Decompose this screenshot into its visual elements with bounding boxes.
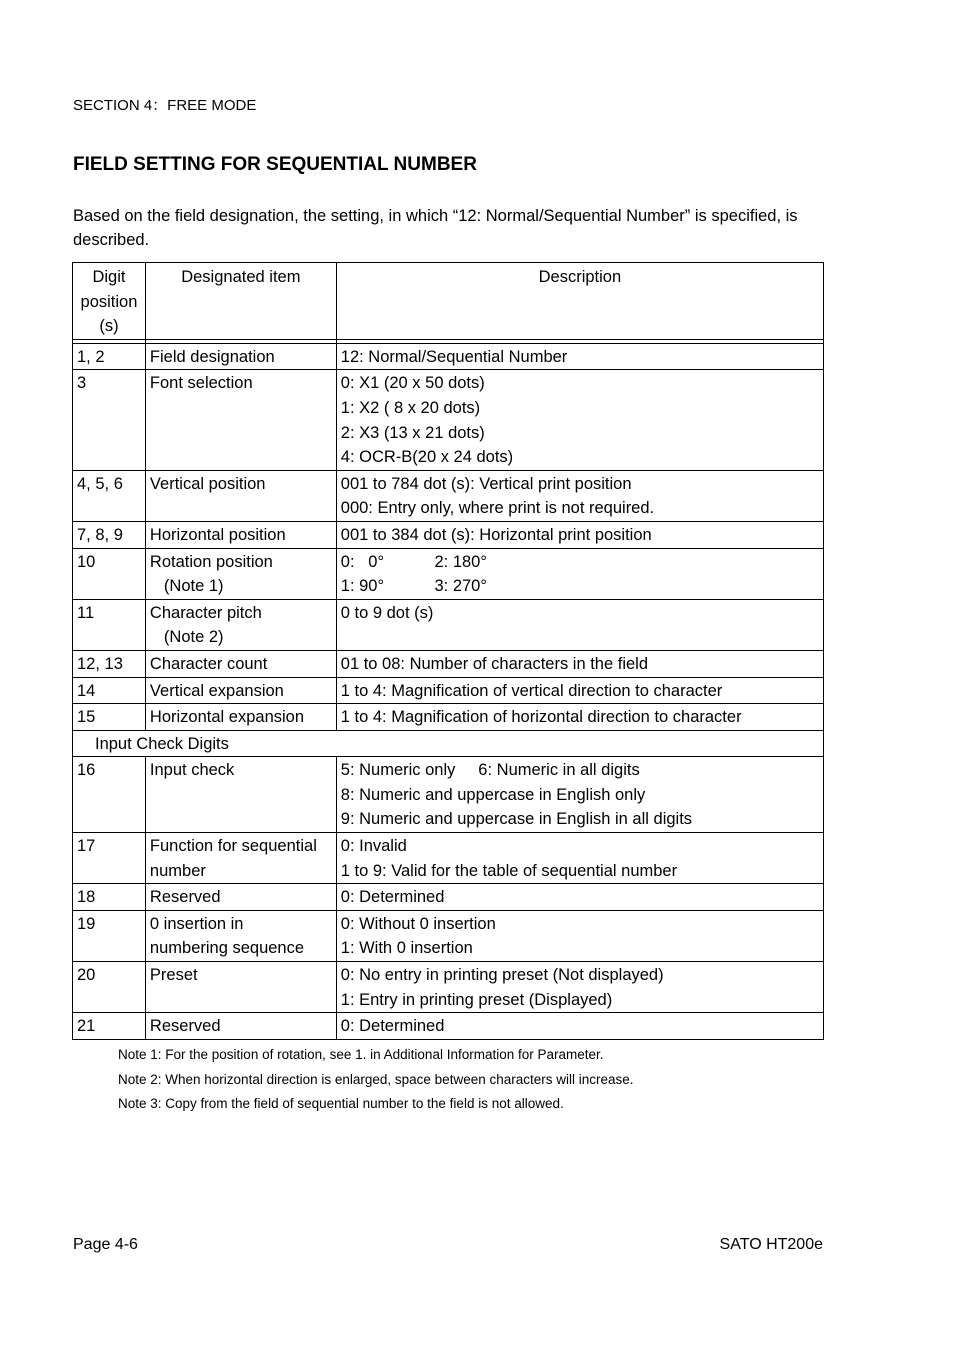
table-row	[73, 599, 824, 650]
header-digit-position	[73, 263, 146, 340]
description-cell	[336, 521, 823, 548]
designated-item-cell	[145, 677, 336, 704]
item-text: (Note 2)	[163, 628, 224, 647]
designated-item-cell	[145, 962, 336, 1013]
item-text: numbering sequence	[149, 939, 305, 958]
description-cell	[336, 370, 823, 470]
description-text: 0: Determined	[340, 888, 445, 907]
digit-position-cell: 15	[73, 704, 146, 731]
digit-position-cell: 20	[73, 962, 146, 1013]
description-text: 0: Determined	[340, 1017, 445, 1036]
designated-item-cell	[145, 343, 336, 370]
description-text: 1: Entry in printing preset (Displayed)	[340, 990, 613, 1009]
header-designated-item: Designated item	[145, 263, 336, 340]
digit-position-cell: 12, 13	[73, 650, 146, 677]
description-cell	[336, 470, 823, 521]
digit-position-cell: 19	[73, 910, 146, 961]
description-cell	[336, 548, 823, 599]
item-text: Reserved	[149, 1017, 221, 1036]
item-text: Font selection	[149, 374, 253, 393]
description-text: 1: With 0 insertion	[340, 939, 473, 958]
item-text: (Note 1)	[163, 577, 224, 596]
description-text: 001 to 384 dot (s): Horizontal print position	[340, 525, 652, 544]
description-cell	[336, 650, 823, 677]
table-row	[73, 521, 824, 548]
note-line: Note 1: For the position of rotation, see 1. in Additional Information for Parameter.	[118, 1047, 604, 1062]
header-description: Description	[336, 263, 823, 340]
designated-item-cell	[145, 521, 336, 548]
item-text: Character pitch	[149, 603, 262, 622]
table-row	[73, 884, 824, 911]
description-text: 1: 90° 3: 270°	[340, 577, 487, 596]
description-text: 1: X2 ( 8 x 20 dots)	[340, 398, 481, 417]
field-setting-table	[72, 262, 824, 1040]
designated-item-cell	[145, 599, 336, 650]
description-text: 2: X3 (13 x 21 dots)	[340, 423, 485, 442]
note-line: Note 2: When horizontal direction is enlarged, space between characters will increase.	[118, 1071, 634, 1087]
description-cell	[336, 884, 823, 911]
table-row	[73, 704, 824, 731]
description-cell	[336, 677, 823, 704]
description-text: 01 to 08: Number of characters in the field	[340, 654, 649, 673]
description-text: 12: Normal/Sequential Number	[340, 347, 568, 366]
item-text: Preset	[149, 966, 198, 985]
page-number: Page 4-6	[73, 1236, 138, 1253]
table-row	[73, 833, 824, 884]
description-text: 0: Invalid	[340, 837, 407, 856]
designated-item-cell	[145, 470, 336, 521]
item-text: number	[149, 861, 206, 880]
table-header-row	[73, 263, 824, 340]
description-text: 0: 0° 2: 180°	[340, 552, 487, 571]
description-text: 001 to 784 dot (s): Vertical print position	[340, 474, 632, 493]
description-text: 1 to 9: Valid for the table of sequential number	[340, 861, 678, 880]
table-row	[73, 910, 824, 961]
description-cell	[336, 757, 823, 833]
table-row	[73, 370, 824, 470]
designated-item-cell	[145, 370, 336, 470]
designated-item-cell	[145, 910, 336, 961]
description-text: 0 to 9 dot (s)	[340, 603, 434, 622]
item-text: Field designation	[149, 347, 275, 366]
item-text: Vertical expansion	[149, 681, 284, 700]
digit-position-cell: 21	[73, 1013, 146, 1040]
table-row	[73, 757, 824, 833]
notes-block	[118, 1043, 634, 1117]
table-row	[73, 548, 824, 599]
description-text: 0: Without 0 insertion	[340, 914, 496, 933]
table-row	[73, 1013, 824, 1040]
product-name: SATO HT200e	[719, 1236, 823, 1253]
description-cell	[336, 833, 823, 884]
digit-position-cell: 17	[73, 833, 146, 884]
digit-position-cell: 18	[73, 884, 146, 911]
designated-item-cell	[145, 884, 336, 911]
table-row	[73, 470, 824, 521]
table-row	[73, 962, 824, 1013]
digit-position-cell: 1, 2	[73, 343, 146, 370]
item-text: Horizontal expansion	[149, 708, 305, 727]
group-row	[73, 730, 824, 757]
description-cell	[336, 910, 823, 961]
digit-position-cell: 11	[73, 599, 146, 650]
intro-paragraph: Based on the field designation, the setting, in which “12: Normal/Sequential Number” is specified, is described.	[73, 207, 798, 249]
designated-item-cell	[145, 833, 336, 884]
digit-position-cell: 14	[73, 677, 146, 704]
table-row	[73, 677, 824, 704]
header-digit-label: Digit position (s)	[80, 268, 138, 336]
note-line: Note 3: Copy from the field of sequential number to the field is not allowed.	[118, 1096, 564, 1111]
description-text: 000: Entry only, where print is not required.	[340, 499, 655, 518]
item-text: Character count	[149, 654, 268, 673]
designated-item-cell	[145, 704, 336, 731]
digit-position-cell: 10	[73, 548, 146, 599]
designated-item-cell	[145, 650, 336, 677]
designated-item-cell	[145, 1013, 336, 1040]
description-cell	[336, 343, 823, 370]
item-text: Reserved	[149, 888, 221, 907]
description-text: 0: No entry in printing preset (Not displayed)	[340, 966, 664, 985]
description-text: 1 to 4: Magnification of horizontal direction to character	[340, 708, 742, 727]
item-text: Vertical position	[149, 474, 266, 493]
table-row	[73, 650, 824, 677]
description-text: 9: Numeric and uppercase in English in all digits	[340, 810, 693, 829]
description-cell	[336, 962, 823, 1013]
group-label-input-check-digits: Input Check Digits	[73, 730, 824, 757]
description-text: 1 to 4: Magnification of vertical direction to character	[340, 681, 723, 700]
table-row	[73, 343, 824, 370]
description-cell	[336, 1013, 823, 1040]
item-text: Rotation position	[149, 552, 273, 571]
item-text: Horizontal position	[149, 525, 286, 544]
section-header: SECTION 4：FREE MODE	[73, 97, 257, 114]
description-cell	[336, 599, 823, 650]
digit-position-cell: 16	[73, 757, 146, 833]
item-text: 0 insertion in	[149, 914, 244, 933]
digit-position-cell: 7, 8, 9	[73, 521, 146, 548]
item-text: Input check	[149, 761, 235, 780]
description-text: 8: Numeric and uppercase in English only	[340, 785, 646, 804]
description-cell	[336, 704, 823, 731]
description-text: 4: OCR-B(20 x 24 dots)	[340, 448, 514, 467]
designated-item-cell	[145, 757, 336, 833]
page-title: FIELD SETTING FOR SEQUENTIAL NUMBER	[73, 154, 477, 175]
designated-item-cell	[145, 548, 336, 599]
digit-position-cell: 4, 5, 6	[73, 470, 146, 521]
item-text: Function for sequential	[149, 837, 317, 856]
description-text: 0: X1 (20 x 50 dots)	[340, 374, 485, 393]
digit-position-cell: 3	[73, 370, 146, 470]
description-text: 5: Numeric only 6: Numeric in all digits	[340, 761, 640, 780]
